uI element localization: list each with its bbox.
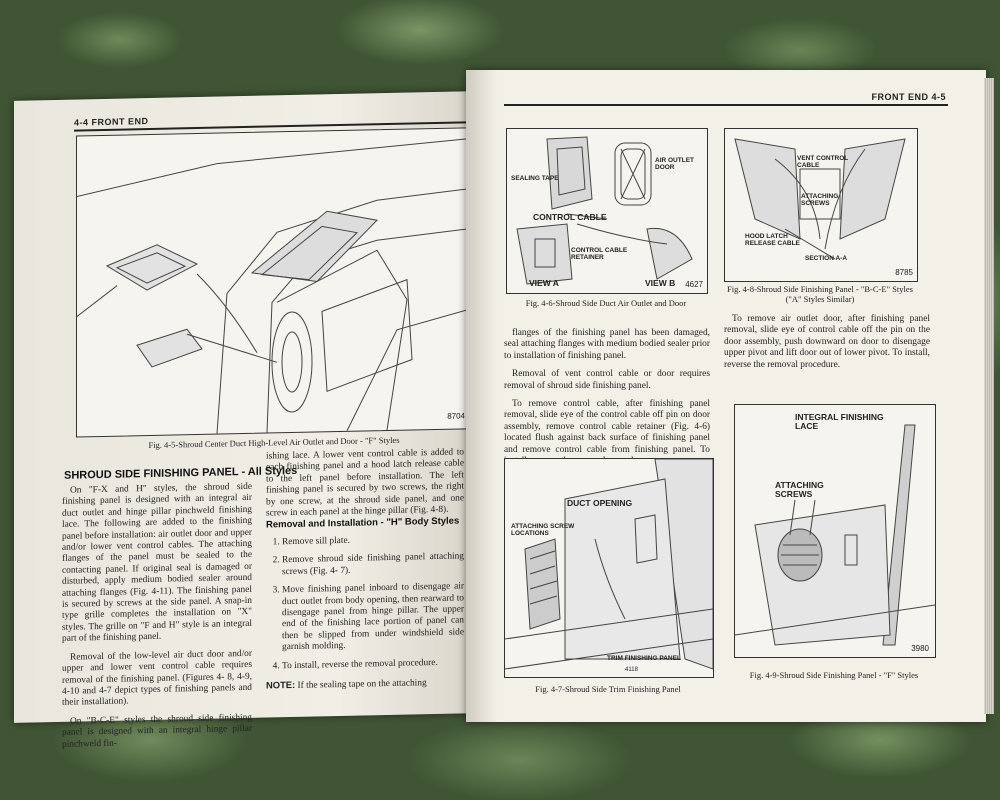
left-page <box>14 91 476 750</box>
right-page-header: FRONT END 4-5 <box>871 92 946 102</box>
fig-4-8-caption: Fig. 4-8-Shroud Side Finishing Panel - "B-C-E" Styles ("A" Styles Similar) <box>727 284 913 304</box>
label-sealing-tape: SEALING TAPE <box>511 175 559 182</box>
label-vent-control-cable: VENT CONTROL CABLE <box>797 155 849 169</box>
fig-4-5-caption: Fig. 4-5-Shroud Center Duct High-Level Air Outlet and Door - "F" Styles <box>148 434 400 451</box>
paragraph: flanges of the finishing panel has been damaged, seal attaching flanges with medium bodied sealer prior to installation of finishing panel. <box>504 328 710 361</box>
label-attaching-screws: ATTACHING SCREWS <box>775 480 824 499</box>
fig-4-7-caption: Fig. 4-7-Shroud Side Trim Finishing Panel <box>535 684 681 694</box>
label-section-a-a: SECTION A-A <box>805 255 848 262</box>
paragraph: To remove control cable, after finishing panel removal, slide eye of the control cable off pin on door assembly, remove control cable retainer (Fig. 4-6) located flush against back surface of finishing panel and remove control cable from finishing panel. To <box>504 399 710 455</box>
figure-4-7 <box>504 458 714 678</box>
label-trim-finishing-panel: TRIM FINISHING PANEL <box>607 655 681 662</box>
figure-4-5 <box>76 127 474 437</box>
right-column-text <box>724 314 930 378</box>
section-title: SHROUD SIDE FINISHING PANEL - All Styles <box>64 464 298 482</box>
fig-4-9-number: 3980 <box>911 644 929 653</box>
note-text: If the sealing tape on the attaching <box>295 678 427 692</box>
steps-list <box>266 533 464 672</box>
fig-4-7-number: 4118 <box>625 667 638 673</box>
left-column-1 <box>62 482 252 758</box>
label-air-outlet-door: AIR OUTLET DOOR <box>655 157 694 171</box>
removal-steps <box>266 533 464 693</box>
paragraph: On "F-X and H" styles, the shroud side finishing panel is designed with an integral air duct outlet and hinge pillar pinchweld finishing lace. The following are added to the finishing panel before installation: air outlet door and upper and/or lower vent control cables. The attaching flanges of the panel must be sealed to the contacting panel. If original seal is damaged or disturbed, apply medium bodied sealer around attaching flanges (Fig. 4-11). The finishing panel is secured by screws at the side panel. A snap-in type grille completes the installation on "X" styles. The grille on "F and H" style is an integral part of the finishing panel. <box>62 481 252 645</box>
label-control-cable: CONTROL CABLE <box>533 212 607 222</box>
fig-4-6-drawing <box>507 129 707 293</box>
fig-4-8-number: 8785 <box>895 268 913 277</box>
fig-4-9-caption: Fig. 4-9-Shroud Side Finishing Panel - "F" Styles <box>749 670 919 680</box>
label-duct-opening: DUCT OPENING <box>567 498 633 508</box>
left-page-header: 4-4 FRONT END <box>74 116 149 128</box>
label-integral-finishing-lace: INTEGRAL FINISHING LACE <box>795 412 884 431</box>
right-header-rule <box>504 104 948 106</box>
label-view-b: VIEW B <box>645 278 676 288</box>
note <box>266 675 464 693</box>
subheading-h-body-styles: Removal and Installation - "H" Body Styles <box>266 515 460 531</box>
label-control-cable-retainer: CONTROL CABLE RETAINER <box>571 247 628 261</box>
note-label: NOTE: <box>266 679 296 691</box>
fig-4-5-number: 8704 <box>447 411 465 421</box>
step-item: 4. To install, reverse the removal procedure. <box>282 657 464 672</box>
fig-4-5-drawing <box>77 128 473 436</box>
paragraph: ishing lace. A lower vent control cable is added to each finishing panel and a hood latch release cable to the left panel before installation. The left finishing panel is secured by two screws, the right by one screw, at the shroud side panel, and one screw in each panel at the hinge pillar (Fig. 4-8). <box>266 447 464 519</box>
paragraph: Removal of the low-level air duct door and/or upper and lower vent control cable requires removal of the finishing panel. (Figures 4- 8, 4-9, 4-10 and 4-7 depict types of finishing panels and their installation). <box>62 648 252 709</box>
fig-4-6-number: 4627 <box>685 280 703 289</box>
label-attaching-screws: ATTACHING SCREWS <box>801 193 839 207</box>
right-page <box>466 70 986 722</box>
step-item: 2. Remove shroud side finishing panel attaching screws (Fig. 4- 7). <box>282 552 464 579</box>
label-view-a: VIEW A <box>529 278 559 288</box>
figure-4-8 <box>724 128 918 282</box>
fig-4-7-drawing <box>505 459 713 677</box>
fig-4-6-caption: Fig. 4-6-Shroud Side Duct Air Outlet and Door <box>525 298 687 308</box>
label-hood-latch-release-cable: HOOD LATCH RELEASE CABLE <box>745 233 800 247</box>
fig-4-9-drawing <box>735 405 935 657</box>
page-edges <box>984 78 994 714</box>
figure-4-6 <box>506 128 708 294</box>
paragraph: To remove air outlet door, after finishing panel removal, slide eye of control cable off the pin on the door assembly, push downward on door to disengage upper pivot and lift door out of lower pivot. To install, reverse the removal procedure. <box>724 314 930 370</box>
figure-4-9 <box>734 404 936 658</box>
middle-column-text <box>504 328 710 474</box>
step-item: 3. Move finishing panel inboard to disengage air duct outlet from body opening, then rearward to disengage panel from hinge pillar. The upper end of the finishing lace portion of panel can then be slipped from under windshield side garnish molding. <box>282 582 464 654</box>
label-attaching-screw-locations: ATTACHING SCREW LOCATIONS <box>511 523 575 537</box>
paragraph: On "B-C-E" styles the shroud side finishing panel is designed with an integral hinge pillar pinchweld fin- <box>62 712 252 750</box>
step-item: 1. Remove sill plate. <box>282 533 464 548</box>
paragraph: Removal of vent control cable or door requires removal of shroud side finishing panel. <box>504 369 710 391</box>
